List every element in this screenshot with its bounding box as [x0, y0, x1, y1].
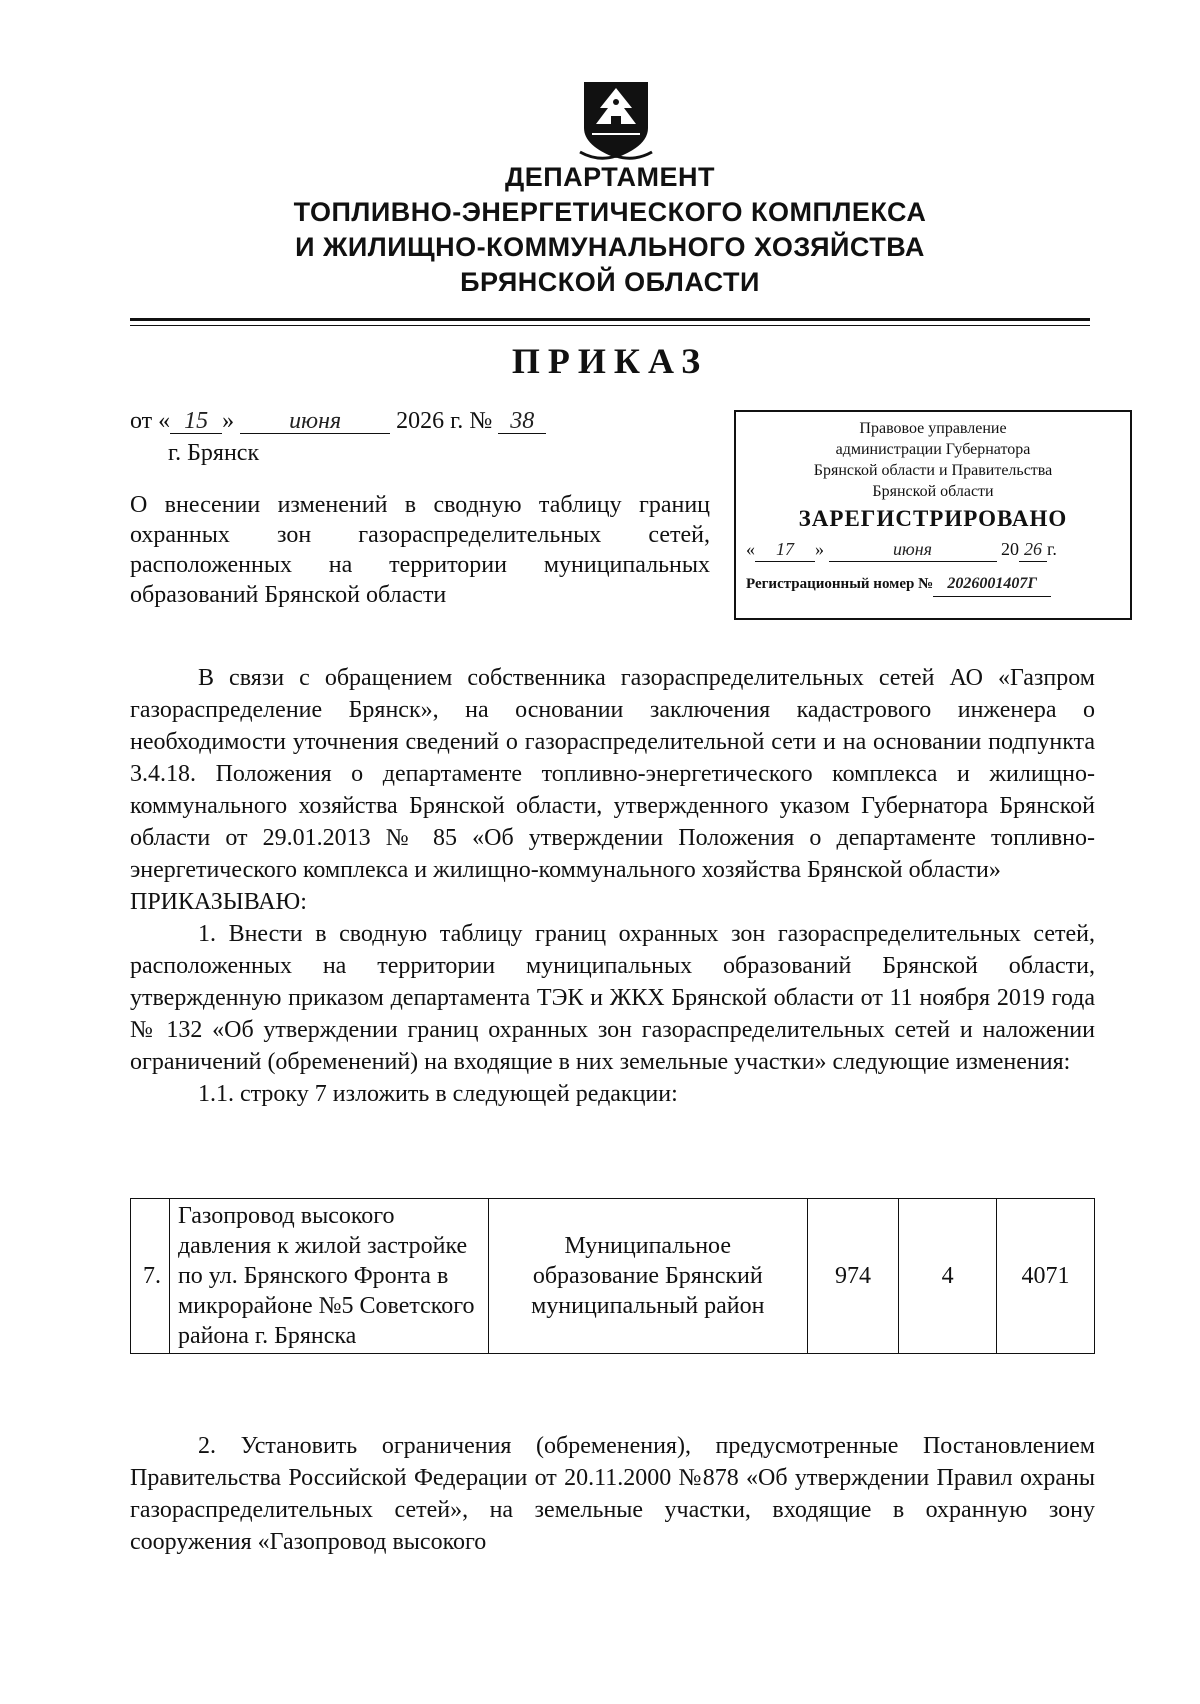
order-body: [130, 662, 1095, 1110]
document-title: ПРИКАЗ: [511, 341, 709, 381]
header-divider-thin: [130, 325, 1090, 326]
stamp-reg-number-handwritten: 2026001407Г: [933, 572, 1051, 597]
order-date-line: [130, 408, 546, 435]
clause-1: 1. Внести в сводную таблицу границ охранных зон газораспределительных сетей, расположенных на территории муниципальных образований Брянской области, утвержденную приказом департамента ТЭК и ЖКХ Брянской области от 11 ноября 2019 года № 132 «Об утверждении границ охранных зон газораспределительных сетей и наложении ограничений (обременений) на входящие в них земельные участки» следующие изменения:: [130, 921, 1095, 1075]
stamp-year-prefix: 20: [1001, 539, 1019, 559]
order-word: ПРИКАЗЫВАЮ:: [130, 889, 307, 915]
stamp-line-3: Брянской области и Правительства: [813, 462, 1053, 479]
header-divider-thick: [130, 318, 1090, 321]
registration-stamp: [734, 410, 1132, 620]
header-line-2: ТОПЛИВНО-ЭНЕРГЕТИЧЕСКОГО КОМПЛЕКСА: [293, 197, 927, 227]
value-cell-2: 4: [899, 1199, 997, 1354]
number-sign: №: [469, 408, 493, 434]
coat-of-arms-emblem: [578, 78, 654, 162]
stamp-day-handwritten: 17: [755, 537, 815, 562]
stamp-line-4: Брянской области: [872, 483, 994, 500]
date-quote-close: »: [222, 408, 235, 434]
stamp-q-open: «: [746, 539, 755, 559]
stamp-registration: [746, 572, 1120, 597]
header-line-4: БРЯНСКОЙ ОБЛАСТИ: [460, 267, 760, 297]
municipality: Муниципальное образование Брянский муниципальный район: [488, 1199, 807, 1354]
order-city: г. Брянск: [168, 440, 260, 466]
date-prefix: от «: [130, 408, 171, 434]
table-row: [131, 1199, 1095, 1354]
stamp-year-handwritten: 26: [1019, 537, 1047, 562]
stamp-q-close: »: [815, 539, 824, 559]
order-month-handwritten: июня: [240, 409, 390, 434]
stamp-month-handwritten: июня: [829, 537, 997, 562]
stamp-line-1: Правовое управление: [859, 420, 1007, 437]
row-number: 7.: [131, 1199, 170, 1354]
stamp-registered: ЗАРЕГИСТРИРОВАНО: [798, 506, 1068, 531]
clause-1-1: 1.1. строку 7 изложить в следующей редакции:: [198, 1081, 678, 1107]
order-year: 2026 г.: [396, 408, 464, 434]
department-header: [130, 160, 1090, 300]
clause-2: 2. Установить ограничения (обременения), предусмотренные Постановлением Правительства Российской Федерации от 20.11.2000 №878 «Об утверждении Правил охраны газораспределительных сетей», на земельные участки, входящие в охранную зону сооружения «Газопровод высокого: [130, 1433, 1095, 1555]
order-number-handwritten: 38: [498, 409, 546, 434]
gas-pipeline-name: Газопровод высокого давления к жилой застройке по ул. Брянского Фронта в микрорайоне №5 Советского района г. Брянска: [169, 1199, 488, 1354]
preamble-paragraph: В связи с обращением собственника газораспределительных сетей АО «Газпром газораспределение Брянск», на основании заключения кадастрового инженера о необходимости уточнения сведений о газораспределительной сети и на основании подпункта 3.4.18. Положения о департаменте топливно-энергетического комплекса и жилищно-коммунального хозяйства Брянской области, утвержденного указом Губернатора Брянской области от 29.01.2013 № 85 «Об утверждении Положения о департаменте топливно-энергетического комплекса и жилищно-коммунального хозяйства Брянской области»: [130, 665, 1095, 883]
order-body-continued: [130, 1430, 1095, 1558]
stamp-line-2: администрации Губернатора: [835, 441, 1031, 458]
value-cell-1: 974: [807, 1199, 899, 1354]
header-line-1: ДЕПАРТАМЕНТ: [504, 162, 716, 192]
stamp-year-end: г.: [1047, 539, 1057, 559]
order-subject: О внесении изменений в сводную таблицу границ охранных зон газораспределительных сетей, расположенных на территории муниципальных образований Брянской области: [130, 492, 710, 608]
stamp-reg-label: Регистрационный номер №: [746, 576, 934, 592]
order-day-handwritten: 15: [170, 409, 222, 434]
stamp-date: [746, 537, 1120, 562]
amendment-table: [130, 1198, 1095, 1354]
value-cell-3: 4071: [997, 1199, 1095, 1354]
header-line-3: И ЖИЛИЩНО-КОММУНАЛЬНОГО ХОЗЯЙСТВА: [295, 232, 925, 262]
